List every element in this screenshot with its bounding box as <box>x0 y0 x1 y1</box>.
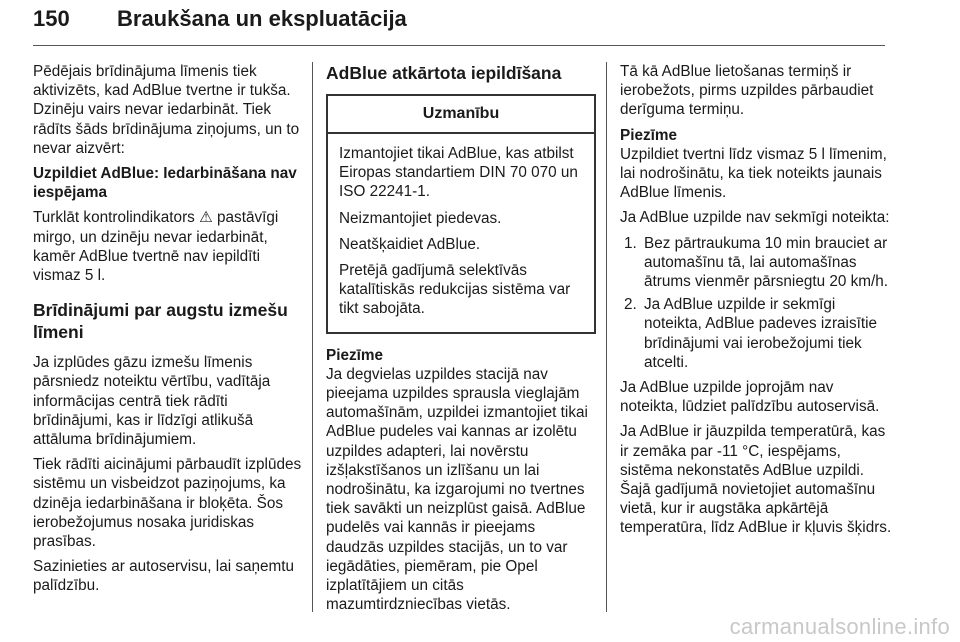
header-divider <box>33 45 885 46</box>
paragraph: Sazinieties ar autoservisu, lai saņemtu palīdzību. <box>33 558 295 595</box>
caution-box <box>326 94 596 334</box>
column-divider-1 <box>312 62 313 612</box>
note-label: Piezīme <box>620 126 677 144</box>
caution-title: Uzmanību <box>328 96 594 134</box>
adblue-warning-icon: ⚠ <box>199 209 213 227</box>
column-divider-2 <box>606 62 607 612</box>
note-label: Piezīme <box>326 346 383 364</box>
section-heading: Brīdinājumi par augstu izmešu līmeni <box>33 300 288 343</box>
column-3 <box>620 62 892 544</box>
paragraph-text: pastāvīgi mirgo, un dzinēju nevar iedarbināt, kamēr AdBlue tvertnē nav iepildīti vismaz 5 l. <box>33 209 279 285</box>
watermark: carmanualsonline.info <box>729 614 950 639</box>
paragraph: Ja AdBlue uzpilde joprojām nav noteikta, lūdziet palīdzību autoservisā. <box>620 379 880 416</box>
caution-text: Pretējā gadījumā selektīvās katalītiskās redukcijas sistēma var tikt sabojāta. <box>339 262 571 318</box>
page-number: 150 <box>33 6 70 31</box>
page-title: Braukšana un ekspluatācija <box>117 6 407 31</box>
numbered-list <box>620 234 892 372</box>
column-1 <box>33 62 303 602</box>
list-number: 2. <box>624 296 637 314</box>
list-item <box>620 295 892 372</box>
list-item <box>620 234 892 292</box>
warning-message-text: Uzpildiet AdBlue: Iedarbināšana nav iespējama <box>33 165 297 202</box>
caution-text: Neizmantojiet piedevas. <box>339 209 502 227</box>
note-text: Uzpildiet tvertni līdz vismaz 5 l līmenim, lai nodrošinātu, ka tiek noteikts jaunais AdBlue līmenis. <box>620 145 887 202</box>
section-heading: AdBlue atkārtota iepildīšana <box>326 63 562 83</box>
paragraph: Ja AdBlue uzpilde nav sekmīgi noteikta: <box>620 209 890 227</box>
caution-body <box>328 134 594 332</box>
list-number: 1. <box>624 234 637 252</box>
paragraph <box>33 208 303 285</box>
list-item-text: Bez pārtraukuma 10 min brauciet ar automašīnu tā, lai automašīnas ātrums vienmēr pārsniegtu 20 km/h. <box>644 234 889 291</box>
paragraph-text: Turklāt kontrolindikators <box>33 209 195 227</box>
paragraph: Tā kā AdBlue lietošanas termiņš ir ierobežots, pirms uzpildes pārbaudiet derīguma termiņu. <box>620 63 874 119</box>
paragraph: Ja izplūdes gāzu izmešu līmenis pārsniedz noteiktu vērtību, vadītāja informācijas centrā tiek rādīti brīdinājumi, kas ir līdzīgi atlikušā attāluma brīdinājumiem. <box>33 354 271 449</box>
paragraph: Pēdējais brīdinājuma līmenis tiek aktivizēts, kad AdBlue tvertne ir tukša. Dzinēju vairs nevar iedarbināt. Tiek rādīts šāds brīdinājuma ziņojums, un to nevar aizvērt: <box>33 63 300 157</box>
note-text: Ja degvielas uzpildes stacijā nav pieejama uzpildes sprausla vieglajām automašīnām, uzpildei izmantojiet tikai AdBlue pudeles vai kannas ar izolētu uzpildes adapteri, lai novērstu izšļakstīšanos un izlīšanu un lai nodrošinātu, ka izgarojumi no tvertnes tiek savākti un neizplūst gaisā. AdBlue pudelēs vai kannās ir pieejams daudzās uzpildes stacijās, un to var iegādāties, piemēram, pie Opel izplatītājiem un citās mazumtirdzniecības vietās. <box>326 365 588 614</box>
caution-text: Izmantojiet tikai AdBlue, kas atbilst Eiropas standartiem DIN 70 070 un ISO 22241-1. <box>339 145 578 201</box>
list-item-text: Ja AdBlue uzpilde ir sekmīgi noteikta, AdBlue padeves izraisītie brīdinājumi vai ierobežojumi tiek atcelti. <box>644 296 877 371</box>
paragraph: Ja AdBlue ir jāuzpilda temperatūrā, kas ir zemāka par -11 °C, iespējams, sistēma nekonstatēs AdBlue uzpildi. Šajā gadījumā novietojiet automašīnu vietā, kur ir augstāka apkārtējā temperatūra, līdz AdBlue ir kļuvis šķidrs. <box>620 423 892 537</box>
paragraph: Tiek rādīti aicinājumi pārbaudīt izplūdes sistēmu un visbeidzot paziņojums, ka dzinēja iedarbināšana ir bloķēta. Šos ierobežojumus nosaka juridiskas prasības. <box>33 456 302 551</box>
page-header <box>33 0 885 42</box>
caution-text: Neatšķaidiet AdBlue. <box>339 235 481 253</box>
column-2 <box>326 62 596 620</box>
